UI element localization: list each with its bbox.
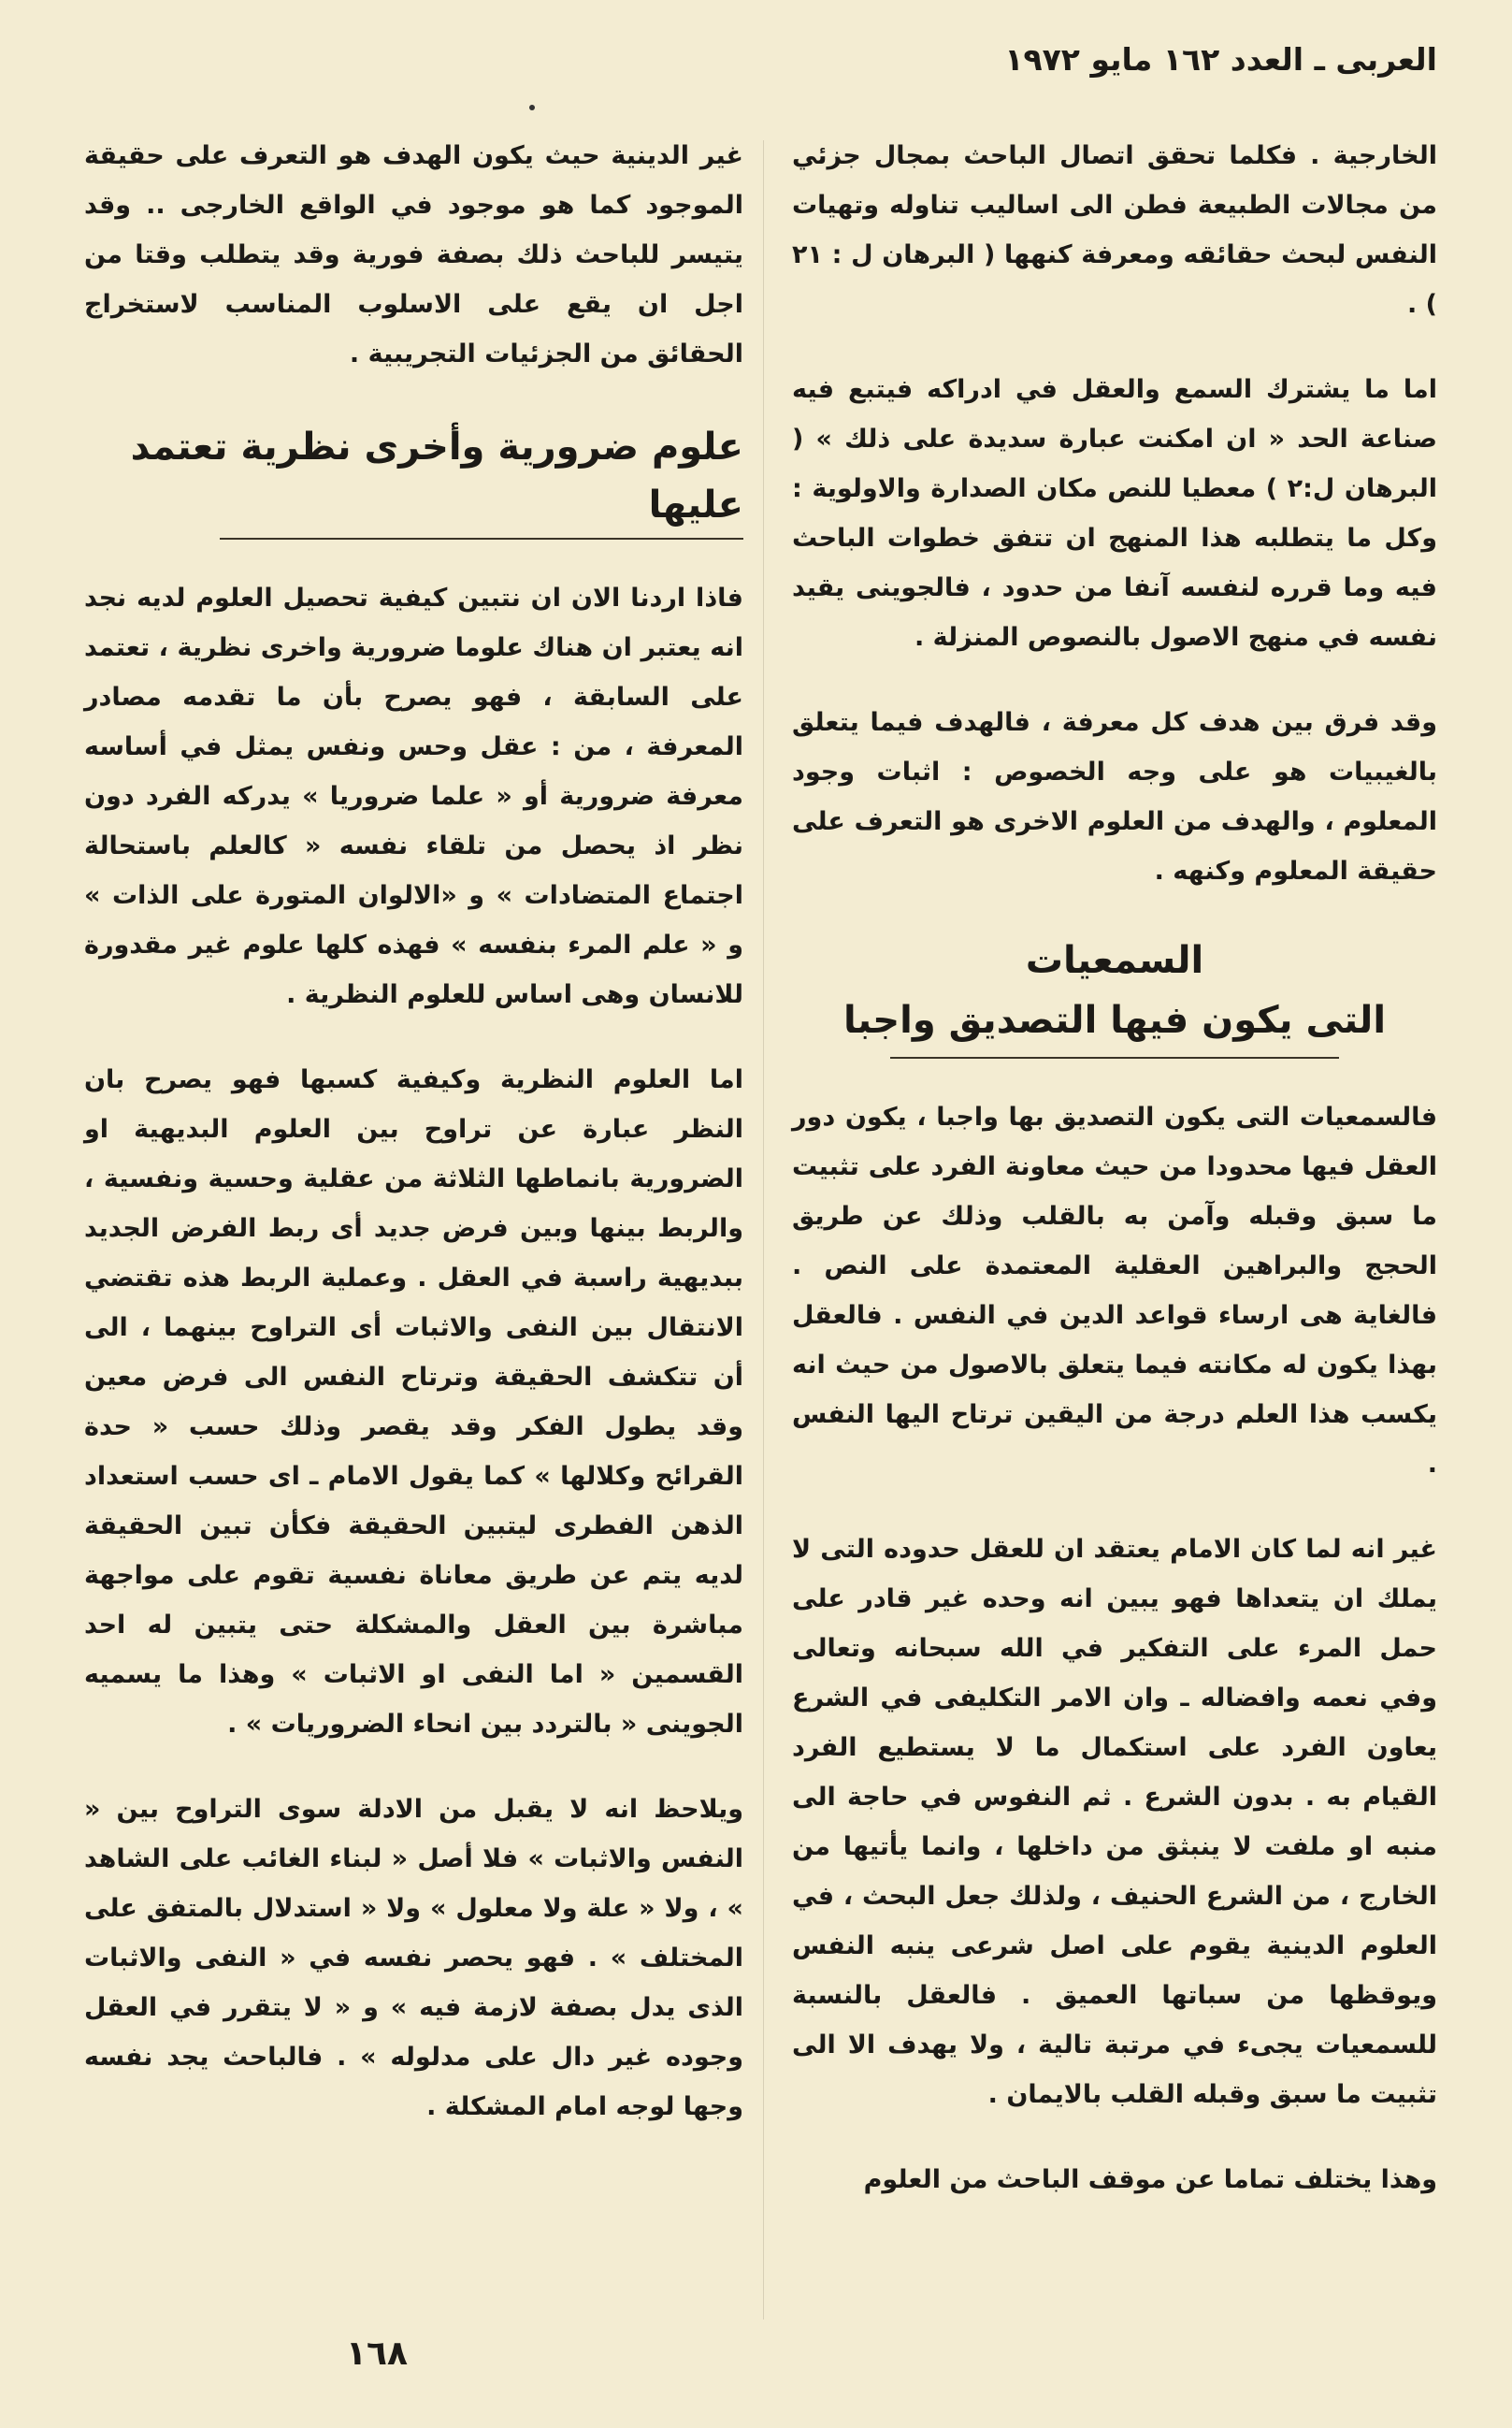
paragraph: وقد فرق بين هدف كل معرفة ، فالهدف فيما يتعلق بالغيبيات هو على وجه الخصوص : اثبات وجود المعلوم ، والهدف من العلوم الاخرى هو التعرف على حقيقة المعلوم وكنهه . bbox=[792, 708, 1437, 886]
paragraph: غير انه لما كان الامام يعتقد ان للعقل حدوده التى لا يملك ان يتعداها فهو يبين انه وحده غير قادر على حمل المرء على التفكير في الله سبحانه وتعالى وفي نعمه وافضاله ـ وان الامر التكليفى في الشرع يعاون الفرد على استكمال ما لا يستطيع الفرد القيام به . بدون الشرع . ثم النفوس في حاجة الى منبه او ملفت لا ينبثق من داخلها ، وانما يأتيها من الخارج ، من الشرع الحنيف ، ولذلك جعل البحث ، في العلوم الدينية يقوم على اصل شرعى ينبه النفس ويوقظها من سباتها العميق . فالعقل بالنسبة للسمعيات يجىء في مرتبة تالية ، ولا يهدف الا الى تثبيت ما سبق وقبله القلب بالايمان . bbox=[792, 1535, 1437, 2109]
column-gutter bbox=[763, 140, 764, 2320]
left-column bbox=[84, 131, 743, 2167]
section-heading: علوم ضرورية وأخرى نظرية تعتمد عليها bbox=[130, 426, 743, 527]
paragraph: اما العلوم النظرية وكيفية كسبها فهو يصرح بان النظر عبارة عن تراوح بين العلوم البديهية او الضرورية بانماطها الثلاثة من عقلية وحسية ونفسية ، والربط بينها وبين فرض جديد أى ربط الفرض الجديد ببديهية راسبة في العقل . وعملية الربط هذه تقتضي الانتقال بين النفى والاثبات أى التراوح بينهما ، الى أن تتكشف الحقيقة وترتاح النفس الى فرض معين وقد يطول الفكر وقد يقصر وذلك حسب « حدة القرائح وكلالها » كما يقول الامام ـ اى حسب استعداد الذهن الفطرى ليتبين الحقيقة فكأن تبين الحقيقة لديه يتم عن طريق معاناة نفسية تقوم على مواجهة مباشرة بين العقل والمشكلة حتى يتبين له احد القسمين « اما النفى او الاثبات » وهذا ما يسميه الجوينى « بالتردد بين انحاء الضروريات » . bbox=[84, 1065, 743, 1739]
paragraph: ويلاحظ انه لا يقبل من الادلة سوى التراوح بين « النفس والاثبات » فلا أصل « لبناء الغائب على الشاهد » ، ولا « علة ولا معلول » ولا « استدلال بالمتفق على المختلف » . فهو يحصر نفسه في « النفى والاثبات الذى يدل بصفة لازمة فيه » و « لا يتقرر في العقل وجوده غير دال على مدلوله » . فالباحث يجد نفسه وجها لوجه امام المشكلة . bbox=[84, 1795, 743, 2121]
paragraph: فاذا اردنا الان ان نتبين كيفية تحصيل العلوم لديه نجد انه يعتبر ان هناك علوما ضرورية واخرى نظرية ، تعتمد على السابقة ، فهو يصرح بأن ما تقدمه مصادر المعرفة ، من : عقل وحس ونفس يمثل في أساسه معرفة ضرورية أو « علما ضروريا » يدركه الفرد دون نظر اذ يحصل من تلقاء نفسه « كالعلم باستحالة اجتماع المتضادات » و «الالوان المتورة على الذات » و « علم المرء بنفسه » فهذه كلها علوم غير مقدورة للانسان وهى اساس للعلوم النظرية . bbox=[84, 584, 743, 1009]
heading-underline bbox=[890, 1057, 1339, 1059]
page-number: ١٦٨ bbox=[346, 2334, 408, 2373]
heading-underline bbox=[220, 538, 743, 540]
section-heading-line2: التى يكون فيها التصديق واجبا bbox=[842, 999, 1387, 1042]
paragraph: غير الدينية حيث يكون الهدف هو التعرف على حقيقة الموجود كما هو موجود في الواقع الخارجى .. وقد يتيسر للباحث ذلك بصفة فورية وقد يتطلب وقتا من اجل ان يقع على الاسلوب المناسب لاستخراج الحقائق من الجزئيات التجريبية . bbox=[84, 141, 743, 369]
paragraph: اما ما يشترك السمع والعقل في ادراكه فيتبع فيه صناعة الحد « ان امكنت عبارة سديدة على ذلك » ( البرهان ل:٢ ) معطيا للنص مكان الصدارة والاولوية : وكل ما يتطلبه هذا المنهج ان تتفق خطوات الباحث فيه وما قرره لنفسه آنفا من حدود ، فالجوينى يقيد نفسه في منهج الاصول بالنصوص المنزلة . bbox=[792, 375, 1437, 652]
running-header: العربى ـ العدد ١٦٢ مايو ١٩٧٢ bbox=[1004, 41, 1437, 78]
paragraph: وهذا يختلف تماما عن موقف الباحث من العلوم bbox=[863, 2165, 1437, 2194]
paragraph: فالسمعيات التى يكون التصديق بها واجبا ، يكون دور العقل فيها محدودا من حيث معاونة الفرد على تثبيت ما سبق وقبله وآمن به بالقلب وذلك عن طريق الحجج والبراهين العقلية المعتمدة على النص . فالغاية هى ارساء قواعد الدين في النفس . فالعقل بهذا يكون له مكانته فيما يتعلق بالاصول من حيث انه يكسب هذا العلم درجة من اليقين ترتاح اليها النفس . bbox=[792, 1103, 1437, 1479]
section-heading-line1: السمعيات bbox=[1025, 939, 1204, 982]
right-column bbox=[792, 131, 1437, 2240]
paragraph: الخارجية . فكلما تحقق اتصال الباحث بمجال جزئي من مجالات الطبيعة فطن الى اساليب تناوله وتهيات النفس لبحث حقائقه ومعرفة كنهها ( البرهان ل : ٢١ ) . bbox=[792, 141, 1437, 319]
ink-dot bbox=[529, 105, 535, 110]
